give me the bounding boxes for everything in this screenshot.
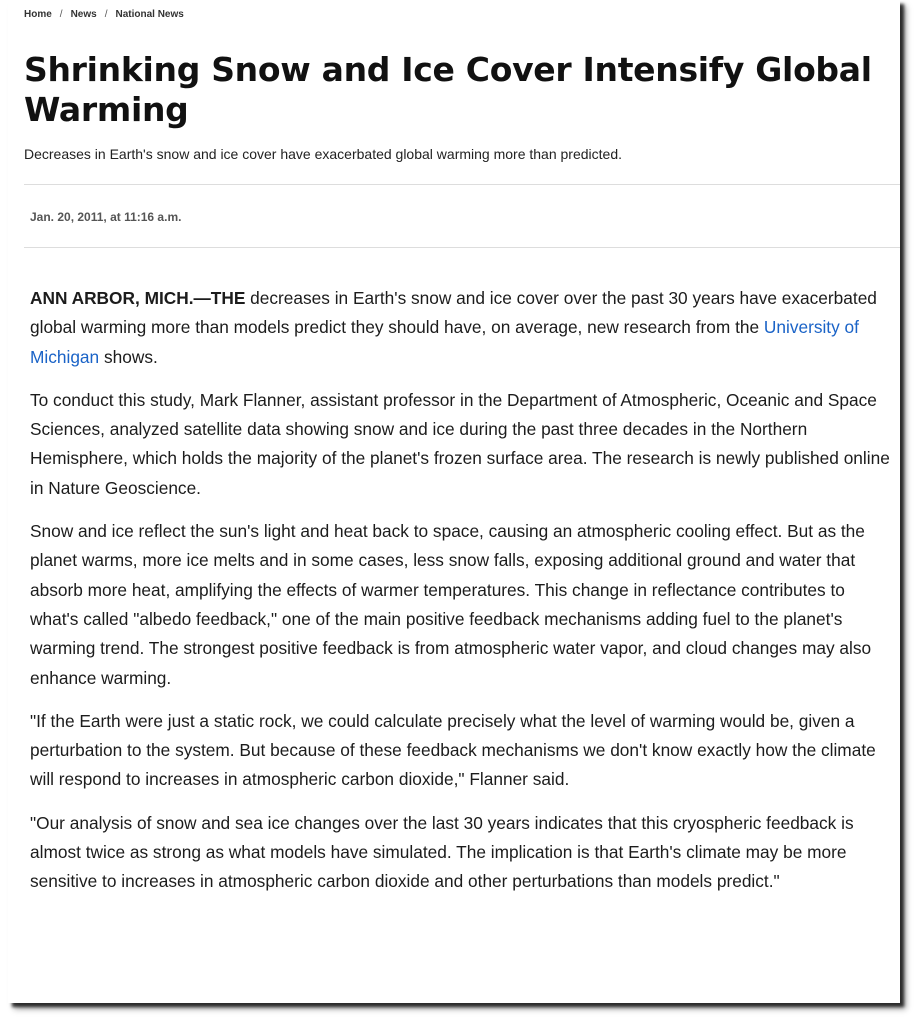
article-paragraph: To conduct this study, Mark Flanner, assistant professor in the Department of Atmospheric, Oceanic and Space Sciences, analyzed satellite data showing snow and ice during the past three decades in the Northern Hemisphere, which holds the majority of the planet's frozen surface area. The research is newly published online in Nature Geoscience. <box>30 389 890 498</box>
breadcrumb <box>24 9 184 20</box>
paragraph-text: shows. <box>99 346 158 367</box>
article-lead: ANN ARBOR, MICH.—THE <box>30 288 246 308</box>
breadcrumb-national-news-link[interactable]: National News <box>115 9 184 20</box>
article-paragraph: Snow and ice reflect the sun's light and heat back to space, causing an atmospheric cooling effect. But as the planet warms, more ice melts and in some cases, less snow falls, exposing additional ground and water that absorb more heat, amplifying the effects of warmer temperatures. This change in reflectance contributes to what's called "albedo feedback," one of the main positive feedback mechanisms adding fuel to the planet's warming trend. The strongest positive feedback is from atmospheric water vapor, and cloud changes may also enhance warming. <box>30 521 872 688</box>
breadcrumb-separator: / <box>104 9 108 20</box>
paragraph-text: decreases in Earth's snow and ice cover over the past 30 years have exacerbated global warming more than models predict they should have, on average, new research from the <box>30 288 877 338</box>
article-subtitle: Decreases in Earth's snow and ice cover have exacerbated global warming more than predicted. <box>24 146 622 162</box>
article-card <box>8 0 900 1003</box>
breadcrumb-separator: / <box>59 9 63 20</box>
article-paragraph: "Our analysis of snow and sea ice changes over the last 30 years indicates that this cryospheric feedback is almost twice as strong as what models have simulated. The implication is that Earth's climate may be more sensitive to increases in atmospheric carbon dioxide and other perturbations than models predict." <box>30 812 854 892</box>
article-dateline: Jan. 20, 2011, at 11:16 a.m. <box>30 210 182 224</box>
divider <box>24 184 900 185</box>
article-paragraph: "If the Earth were just a static rock, we could calculate precisely what the level of warming would be, given a perturbation to the system. But because of these feedback mechanisms we don't know exactly how the climate will respond to increases in atmospheric carbon dioxide," Flanner said. <box>30 710 876 790</box>
university-of-michigan-link[interactable]: University of Michigan <box>30 317 859 367</box>
breadcrumb-news-link[interactable]: News <box>70 9 97 20</box>
breadcrumb-home-link[interactable]: Home <box>24 9 52 20</box>
divider <box>24 247 900 248</box>
article-paragraph <box>30 284 892 372</box>
article-body <box>30 284 892 911</box>
article-title: Shrinking Snow and Ice Cover Intensify Global Warming <box>24 50 872 129</box>
